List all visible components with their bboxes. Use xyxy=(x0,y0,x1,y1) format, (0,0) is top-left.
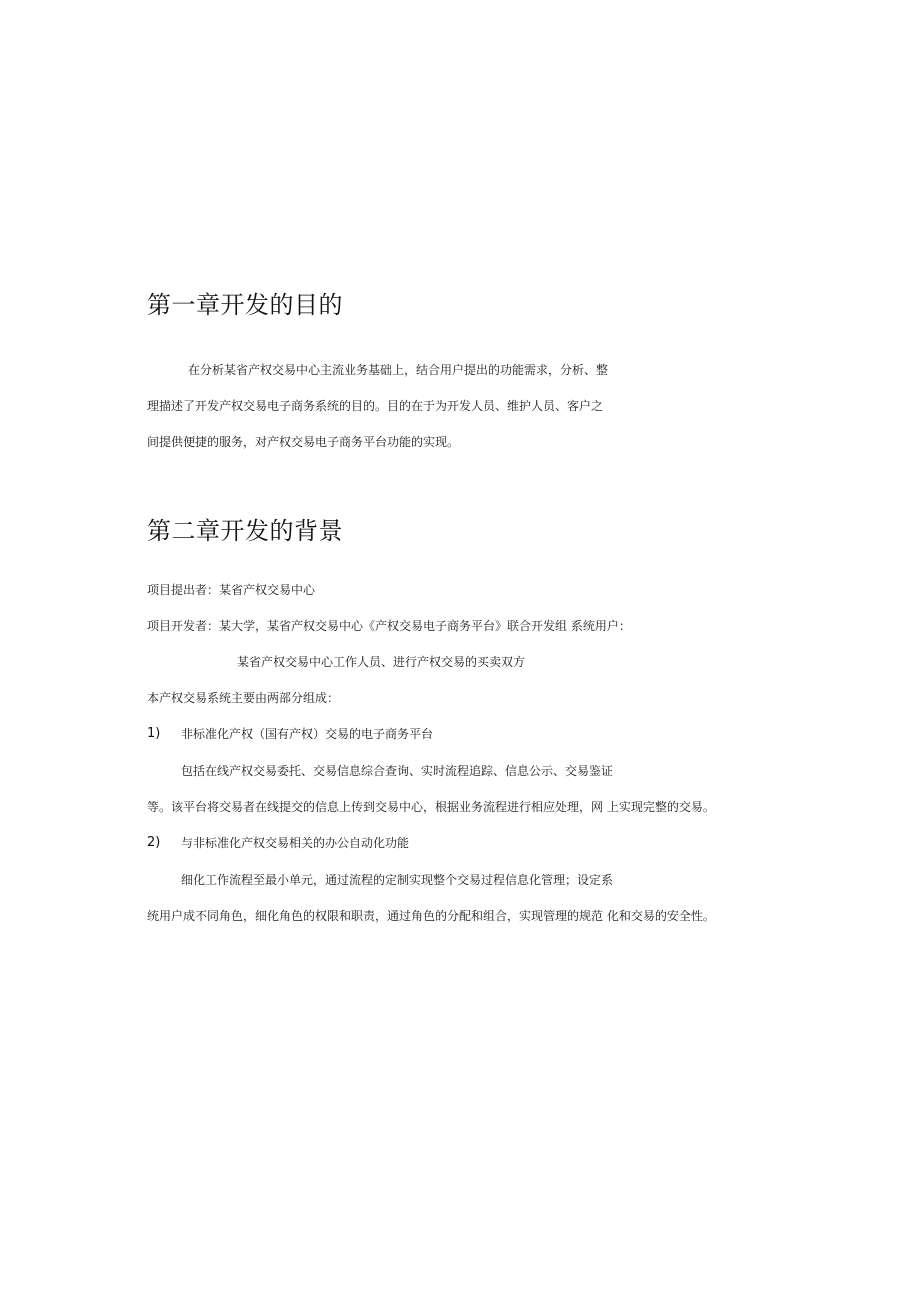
item-1-number: 1) xyxy=(147,726,161,741)
item-2-desc-line-2: 统用户成不同角色，细化角色的权限和职责，通过角色的分配和组合，实现管理的规范 化和交易的安全性。 xyxy=(147,909,715,923)
item-1-desc-line-1: 包括在线产权交易委托、交易信息综合查询、实时流程追踪、信息公示、交易鉴证 xyxy=(181,764,614,778)
chapter2-title: 第二章开发的背景 xyxy=(147,517,343,545)
project-developer: 项目开发者：某大学，某省产权交易中心《产权交易电子商务平台》联合开发组 系统用户： xyxy=(147,619,631,633)
item-2-number: 2) xyxy=(147,835,161,850)
chapter1-paragraph-line-3: 间提供便捷的服务，对产权交易电子商务平台功能的实现。 xyxy=(147,435,460,449)
system-users: 某省产权交易中心工作人员、进行产权交易的买卖双方 xyxy=(237,655,526,669)
chapter1-paragraph-line-2: 理描述了开发产权交易电子商务系统的目的。目的在于为开发人员、维护人员、客户之 xyxy=(147,399,604,413)
item-2-desc-line-1: 细化工作流程至最小单元，通过流程的定制实现整个交易过程信息化管理；设定系 xyxy=(181,873,614,887)
item-2-title: 与非标准化产权交易相关的办公自动化功能 xyxy=(181,836,410,850)
item-1-title: 非标准化产权（国有产权）交易的电子商务平台 xyxy=(181,727,434,741)
system-composition: 本产权交易系统主要由两部分组成： xyxy=(147,691,340,705)
project-proposer: 项目提出者：某省产权交易中心 xyxy=(147,583,316,597)
chapter1-paragraph-line-1: 在分析某省产权交易中心主流业务基础上，结合用户提出的功能需求，分析、整 xyxy=(188,363,609,377)
item-1-desc-line-2: 等。该平台将交易者在线提交的信息上传到交易中心，根据业务流程进行相应处理，网 上实现完整的交易。 xyxy=(147,800,715,814)
chapter1-title: 第一章开发的目的 xyxy=(147,291,343,319)
